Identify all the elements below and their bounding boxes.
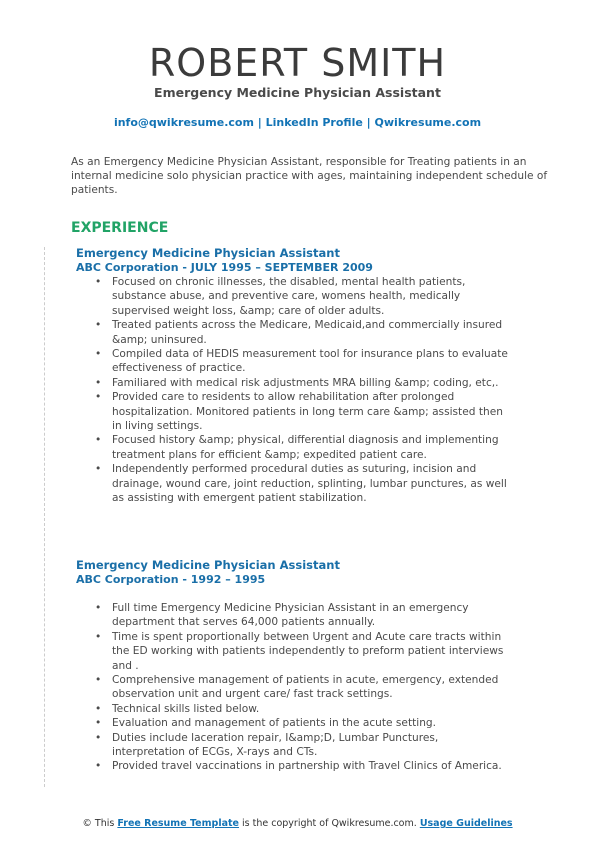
website-link[interactable]: Qwikresume.com — [374, 116, 482, 129]
bullet-item: • Familiared with medical risk adjustments MRA billing &amp; coding, etc,. — [112, 376, 510, 390]
email-link[interactable]: info@qwikresume.com — [113, 116, 254, 129]
bullet-item: • Evaluation and management of patients in the acute setting. — [112, 716, 510, 730]
summary-paragraph: As an Emergency Medicine Physician Assistant, responsible for Treating patients in an internal medicine solo physician practice with ages, maintaining independent schedule of patients. — [71, 156, 548, 196]
job-entry-2 — [76, 558, 516, 774]
bullet-item: • Independently performed procedural duties as suturing, incision and drainage, wound care, joint reduction, splinting, lumbar punctures, as well as assisting with emergent patient stabilization. — [112, 462, 510, 505]
footer-copyright-text: is the copyright of Qwikresume.com. — [242, 818, 417, 829]
footer — [0, 818, 595, 829]
bullet-item: • Technical skills listed below. — [112, 702, 510, 716]
contact-separator: | — [257, 116, 262, 129]
bullet-item: • Time is spent proportionally between Urgent and Acute care tracts within the ED working with patients independently to preform patient interviews and . — [112, 630, 510, 673]
bullet-item: • Duties include laceration repair, I&amp;D, Lumbar Punctures, interpretation of ECGs, X-rays and CTs. — [112, 731, 510, 760]
bullet-item: • Comprehensive management of patients in acute, emergency, extended observation unit and urgent care/ fast track settings. — [112, 673, 510, 702]
footer-prefix: © This — [82, 818, 115, 829]
free-resume-template-link[interactable]: Free Resume Template — [117, 818, 239, 829]
job-company-dates: ABC Corporation - 1992 – 1995 — [76, 573, 266, 586]
contact-line — [0, 116, 595, 129]
bullet-item: • Treated patients across the Medicare, Medicaid,and commercially insured &amp; uninsured. — [112, 318, 510, 347]
experience-heading: EXPERIENCE — [71, 220, 169, 236]
job-entry-1 — [76, 246, 516, 506]
candidate-title: Emergency Medicine Physician Assistant — [154, 85, 441, 100]
linkedin-link[interactable]: LinkedIn Profile — [265, 116, 363, 129]
candidate-name: ROBERT SMITH — [148, 41, 447, 85]
bullet-item: • Provided care to residents to allow rehabilitation after prolonged hospitalization. Monitored patients in long term care &amp; assisted then in living settings. — [112, 390, 510, 433]
bullet-item: • Full time Emergency Medicine Physician Assistant in an emergency department that serves 64,000 patients annually. — [112, 601, 510, 630]
bullet-item: • Compiled data of HEDIS measurement tool for insurance plans to evaluate effectiveness of practice. — [112, 347, 510, 376]
bullet-item: • Focused on chronic illnesses, the disabled, mental health patients, substance abuse, and preventive care, womens health, medically supervised weight loss, &amp; care of older adults. — [112, 275, 510, 318]
usage-guidelines-link[interactable]: Usage Guidelines — [419, 818, 513, 829]
job-company-dates: ABC Corporation - JULY 1995 – SEPTEMBER 2009 — [76, 261, 373, 274]
bullet-item: • Focused history &amp; physical, differential diagnosis and implementing treatment plans for efficient &amp; expedited patient care. — [112, 433, 510, 462]
contact-separator: | — [366, 116, 371, 129]
job-title: Emergency Medicine Physician Assistant — [76, 558, 340, 572]
timeline-divider — [44, 247, 45, 787]
bullet-item: • Provided travel vaccinations in partnership with Travel Clinics of America. — [112, 759, 510, 773]
job-bullets — [76, 601, 516, 774]
job-bullets — [76, 275, 516, 506]
job-title: Emergency Medicine Physician Assistant — [76, 246, 340, 260]
